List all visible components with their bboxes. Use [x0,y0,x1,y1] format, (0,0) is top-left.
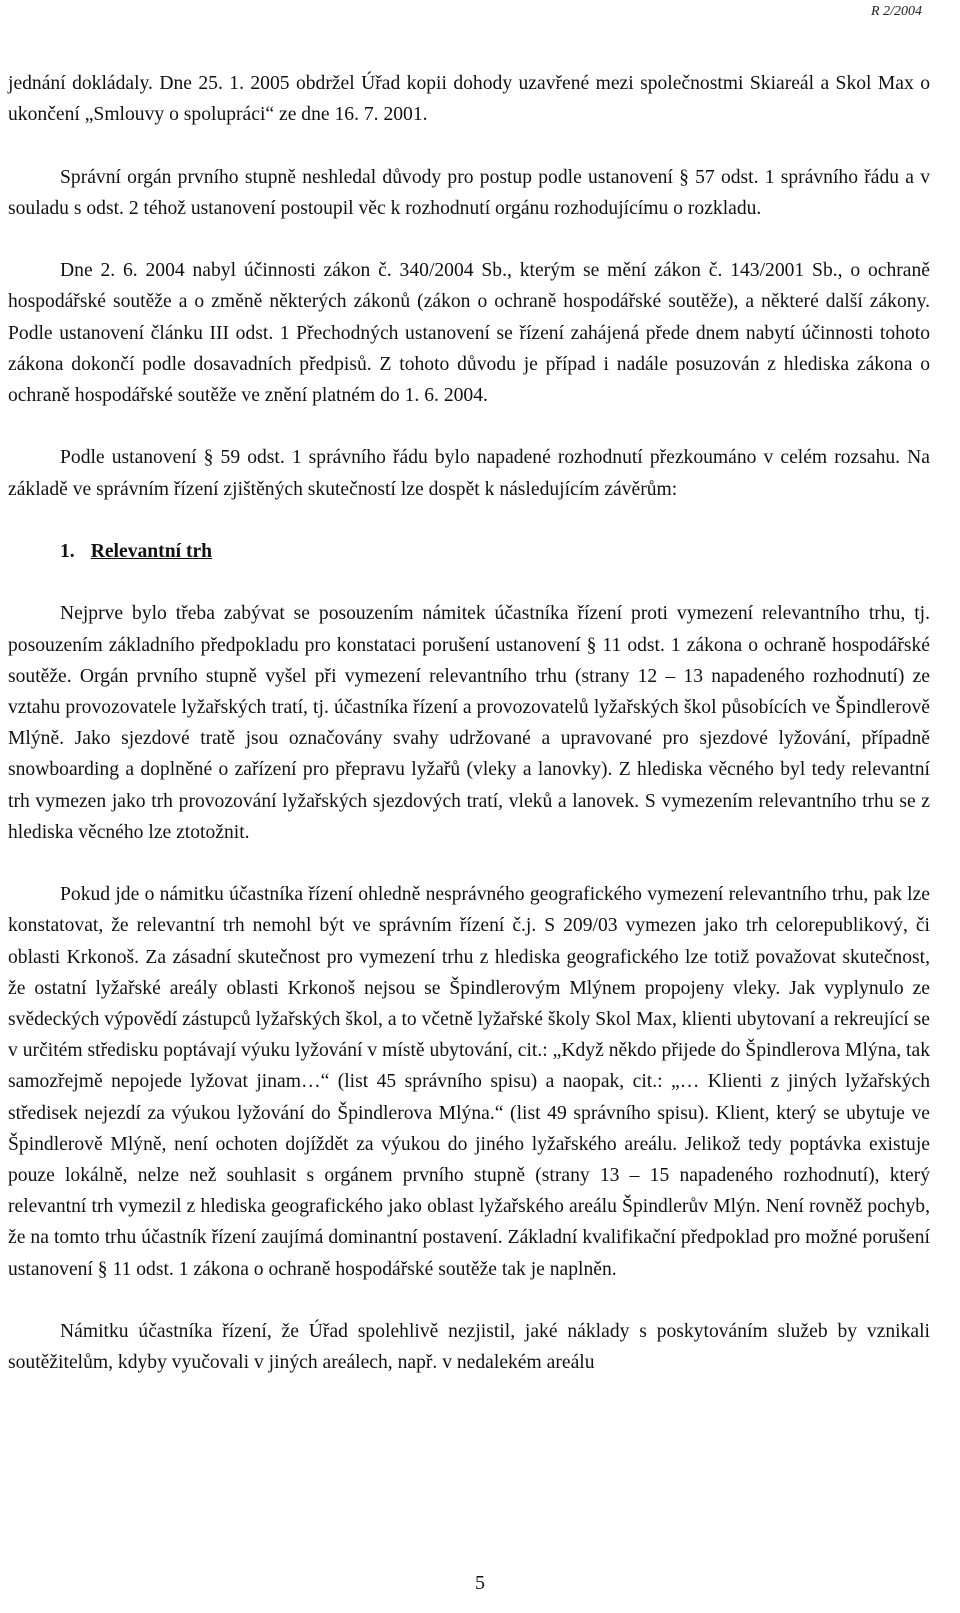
paragraph-cost-objection: Námitku účastníka řízení, že Úřad spolehlivě nezjistil, jaké náklady s poskytováním služeb by vznikali soutěžitelům, kdyby vyučovali v jiných areálech, např. v nedalekém areálu [8,1321,930,1374]
paragraph-review-scope: Podle ustanovení § 59 odst. 1 správního řádu bylo napadené rozhodnutí přezkoumáno v celém rozsahu. Na základě ve správním řízení zjištěných skutečností lze dospět k následujícím závěrům: [8,447,930,500]
body-text [8,68,930,1378]
document-reference: R 2/2004 [871,4,922,19]
section-title: Relevantní trh [90,540,213,562]
section-heading [8,536,930,567]
paragraph-legislation-change: Dne 2. 6. 2004 nabyl účinnosti zákon č. 340/2004 Sb., kterým se mění zákon č. 143/2001 Sb., o ochraně hospodářské soutěže a o změně některých zákonů (zákon o ochraně hospodářské soutěže), a některé další zákony. Podle ustanovení článku III odst. 1 Přechodných ustanovení se řízení zahájená přede dnem nabytí účinnosti tohoto zákona dokončí podle dosavadních předpisů. Z tohoto důvodu je případ i nadále posuzován z hlediska zákona o ochraně hospodářské soutěže ve znění platném do 1. 6. 2004. [8,260,930,406]
paragraph-product-market: Nejprve bylo třeba zabývat se posouzením námitek účastníka řízení proti vymezení relevantního trhu, tj. posouzením základního předpokladu pro konstataci porušení ustanovení § 11 odst. 1 zákona o ochraně hospodářské soutěže. Orgán prvního stupně vyšel při vymezení relevantního trhu (strany 12 – 13 napadeného rozhodnutí) ze vztahu provozovatele lyžařských tratí, tj. účastníka řízení a provozovatelů lyžařských škol působících ve Špindlerově Mlýně. Jako sjezdové tratě jsou označovány svahy udržované a upravované pro sjezdové lyžování, případně snowboarding a doplněné o zařízení pro přepravu lyžařů (vleky a lanovky). Z hlediska věcného byl tedy relevantní trh vymezen jako trh provozování lyžařských sjezdových tratí, vleků a lanovek. S vymezením relevantního trhu se z hlediska věcného lze ztotožnit. [8,603,930,843]
paragraph-referral: Správní orgán prvního stupně neshledal důvody pro postup podle ustanovení § 57 odst. 1 správního řádu a v souladu s odst. 2 téhož ustanovení postoupil věc k rozhodnutí orgánu rozhodujícímu o rozkladu. [8,166,930,219]
paragraph-geographic-market: Pokud jde o námitku účastníka řízení ohledně nesprávného geografického vymezení relevantního trhu, pak lze konstatovat, že relevantní trh nemohl být ve správním řízení č.j. S 209/03 vymezen jako trh celorepublikový, či oblasti Krkonoš. Za zásadní skutečnost pro vymezení trhu z hlediska geografického lze totiž považovat skutečnost, že ostatní lyžařské areály oblasti Krkonoš nejsou se Špindlerovým Mlýnem propojeny vleky. Jak vyplynulo ze svědeckých výpovědí zástupců lyžařských škol, a to včetně lyžařské školy Skol Max, klienti ubytovaní a rekreující se v určitém středisku poptávají výuku lyžování v místě ubytování, cit.: „Když někdo přijede do Špindlerova Mlýna, tak samozřejmě nepojede lyžovat jinam…“ (list 45 správního spisu) a naopak, cit.: „… Klienti z jiných lyžařských středisek nejezdí za výukou lyžování do Špindlerova Mlýna.“ (list 49 správního spisu). Klient, který se ubytuje ve Špindlerově Mlýně, není ochoten dojíždět za výukou do jiného lyžařského areálu. Jelikož tedy poptávka existuje pouze lokálně, nelze než souhlasit s orgánem prvního stupně (strany 13 – 15 napadeného rozhodnutí), který relevantní trh vymezil z hlediska geografického jako oblast lyžařského areálu Špindlerův Mlýn. Není rovněž pochyb, že na tomto trhu účastník řízení zaujímá dominantní postavení. Základní kvalifikační předpoklad pro možné porušení ustanovení § 11 odst. 1 zákona o ochraně hospodářské soutěže tak je naplněn. [8,884,930,1280]
section-number: 1. [60,540,75,562]
paragraph-continuation: jednání dokládaly. Dne 25. 1. 2005 obdržel Úřad kopii dohody uzavřené mezi společnostmi Skiareál a Skol Max o ukončení „Smlouvy o spolupráci“ ze dne 16. 7. 2001. [8,73,930,126]
page-number: 5 [475,1572,485,1594]
